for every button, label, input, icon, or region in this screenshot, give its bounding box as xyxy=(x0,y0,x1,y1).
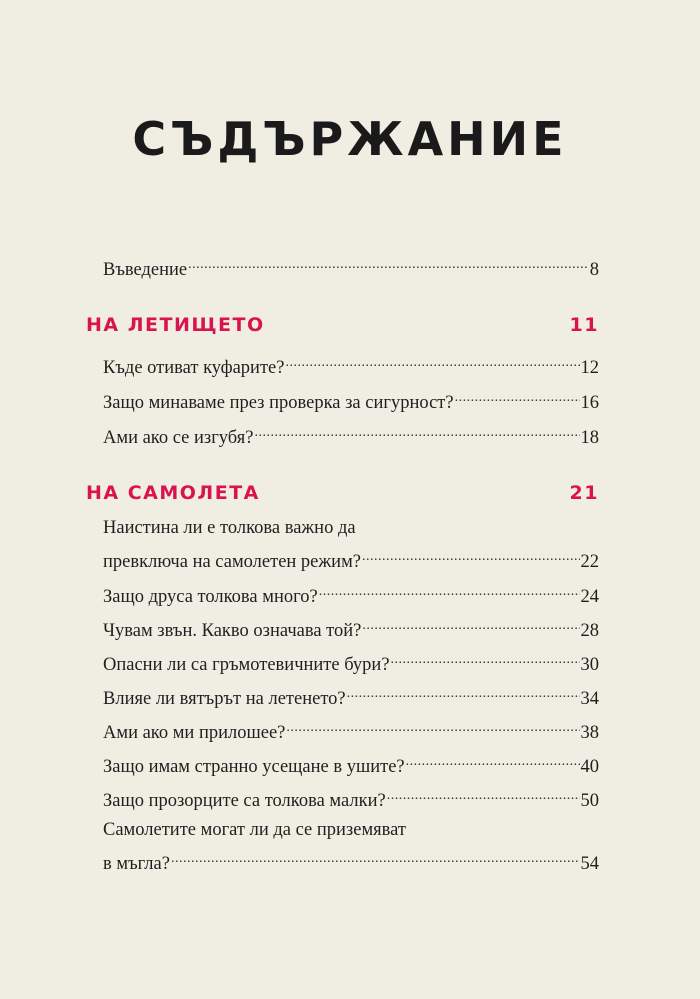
toc-entry-page: 38 xyxy=(580,723,599,743)
dot-leader xyxy=(391,646,580,670)
toc-entry-label: Защо друса толкова много? xyxy=(103,587,318,607)
toc-entry[interactable] xyxy=(103,748,599,779)
section-page: 11 xyxy=(569,314,599,336)
toc-entry[interactable] xyxy=(103,543,599,574)
toc-entry-page: 54 xyxy=(580,854,599,874)
toc-entry-label: Влияе ли вятърът на летенето? xyxy=(103,689,346,709)
toc-entry-label: Въведение xyxy=(103,260,188,280)
toc-entry[interactable] xyxy=(103,578,599,609)
toc-entry[interactable] xyxy=(103,419,599,450)
dot-leader xyxy=(406,748,580,772)
section-heading-airport[interactable] xyxy=(86,314,599,336)
toc-entry-intro[interactable] xyxy=(103,251,599,282)
toc-entry-label: Къде отиват куфарите? xyxy=(103,358,285,378)
dot-leader xyxy=(188,251,589,275)
dot-leader xyxy=(455,384,580,408)
section-title: НА ЛЕТИЩЕТО xyxy=(86,314,265,336)
dot-leader xyxy=(387,782,580,806)
toc-entry[interactable] xyxy=(103,384,599,415)
dot-leader xyxy=(285,349,579,373)
toc-entry-page: 50 xyxy=(580,791,599,811)
toc-entry-label: Защо прозорците са толкова малки? xyxy=(103,791,386,811)
toc-entry-label: Ами ако ми прилошее? xyxy=(103,723,286,743)
dot-leader xyxy=(254,419,579,443)
toc-entry[interactable] xyxy=(103,782,599,813)
toc-entry[interactable] xyxy=(103,845,599,876)
toc-entry-label: в мъгла? xyxy=(103,854,170,874)
toc-entry-page: 22 xyxy=(580,552,599,572)
toc-entry-page: 16 xyxy=(580,393,599,413)
toc-entry-first-line[interactable]: Самолетите могат ли да се приземяват xyxy=(103,820,406,840)
toc-entry-page: 8 xyxy=(589,260,599,280)
toc-entry-page: 34 xyxy=(580,689,599,709)
toc-entry-label: Ами ако се изгубя? xyxy=(103,428,254,448)
toc-entry-page: 40 xyxy=(580,757,599,777)
toc-entry-label: превключа на самолетен режим? xyxy=(103,552,361,572)
toc-entry-page: 18 xyxy=(580,428,599,448)
toc-entry-label: Защо имам странно усещане в ушите? xyxy=(103,757,405,777)
toc-entry[interactable] xyxy=(103,612,599,643)
toc-entry-label: Защо минаваме през проверка за сигурност? xyxy=(103,393,454,413)
dot-leader xyxy=(319,578,580,602)
toc-entry[interactable] xyxy=(103,646,599,677)
dot-leader xyxy=(362,543,580,567)
dot-leader xyxy=(171,845,580,869)
section-heading-airplane[interactable] xyxy=(86,482,599,504)
toc-entry[interactable] xyxy=(103,714,599,745)
toc-entry-label: Опасни ли са гръмотевичните бури? xyxy=(103,655,390,675)
section-page: 21 xyxy=(569,482,599,504)
toc-entry-page: 24 xyxy=(580,587,599,607)
dot-leader xyxy=(362,612,579,636)
toc-entry[interactable] xyxy=(103,349,599,380)
toc-entry-first-line[interactable]: Наистина ли е толкова важно да xyxy=(103,518,356,538)
toc-entry-page: 28 xyxy=(580,621,599,641)
toc-entry-page: 12 xyxy=(580,358,599,378)
section-title: НА САМОЛЕТА xyxy=(86,482,260,504)
dot-leader xyxy=(347,680,580,704)
toc-entry-label: Чувам звън. Какво означава той? xyxy=(103,621,362,641)
dot-leader xyxy=(286,714,579,738)
toc-entry[interactable] xyxy=(103,680,599,711)
page-title: СЪДЪРЖАНИЕ xyxy=(132,112,568,166)
toc-entry-page: 30 xyxy=(580,655,599,675)
